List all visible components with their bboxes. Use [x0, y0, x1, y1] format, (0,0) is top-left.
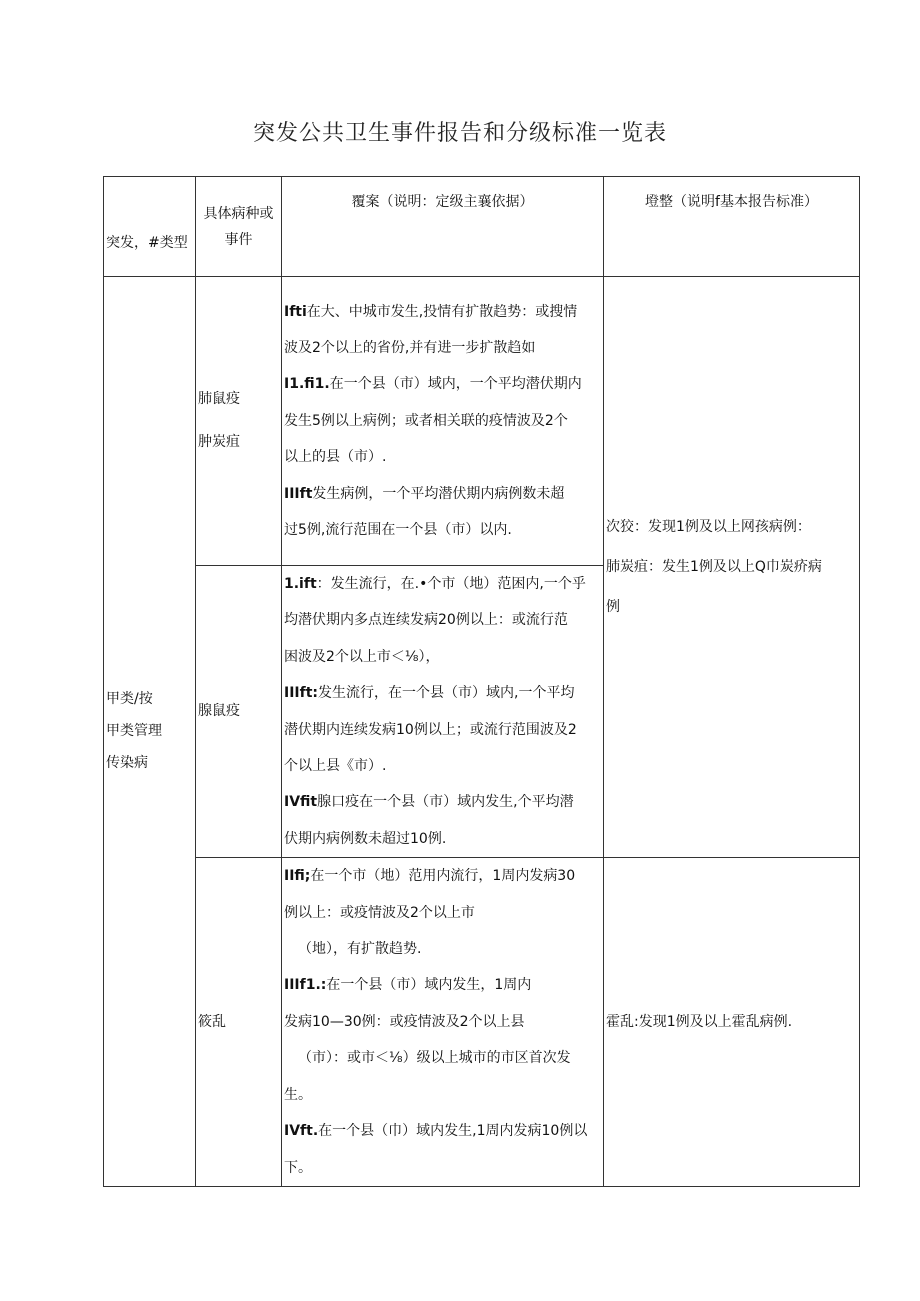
criteria-text: 在一个县（市）域内，一个平均潜伏期内 [329, 376, 582, 393]
criteria-cell [282, 566, 604, 858]
criteria-line [284, 931, 601, 967]
criteria-line [284, 602, 601, 638]
criteria-cell [282, 858, 604, 1187]
criteria-text: 过5例,流行范围在一个县（市）以内. [284, 522, 512, 539]
category-line1: 甲类/按 [106, 691, 153, 708]
criteria-text: 生。 [284, 1086, 312, 1103]
criteria-line [284, 403, 601, 439]
criteria-line [284, 821, 601, 857]
category-line3: 传染病 [106, 755, 148, 772]
criteria-line [284, 675, 601, 711]
table-header-row [104, 177, 860, 277]
criteria-text: ：发生流行，在.•个市（地）范困内,一个乎 [316, 576, 586, 592]
criteria-line [284, 858, 601, 894]
report-standard-cell [604, 858, 860, 1187]
criteria-text: （地），有扩散趋势. [298, 941, 422, 958]
criteria-text: 发生流行，在一个县（市）域内,一个平均 [318, 685, 575, 702]
criteria-text: 在一个市（地）范用内流行，1周内发病30 [310, 868, 576, 885]
disease-cell [196, 277, 282, 566]
document-title: 突发公共卫生事件报告和分级标准一览表 [252, 121, 667, 146]
criteria-line [284, 512, 601, 548]
grade-code: I1.fi1. [284, 376, 330, 393]
criteria-text: 个以上县《市）. [284, 758, 387, 775]
criteria-text: 波及2个以上的省份,并有进一步扩散趋如 [284, 339, 536, 356]
grade-code: IIIft [284, 485, 313, 502]
header-disease-line2: 事件 [224, 231, 253, 248]
disease-cell [196, 566, 282, 858]
disease-name: 筱乱 [198, 1013, 226, 1030]
criteria-text: 发生5例以上病例；或者相关联的疫情波及2个 [284, 412, 568, 429]
criteria-line [284, 439, 601, 475]
disease-name: 肺鼠疫 [198, 391, 240, 407]
report-standard-line: 霍乱:发现1例及以上霍乱病例. [606, 1014, 793, 1031]
criteria-line [284, 1040, 601, 1076]
criteria-line [284, 712, 601, 748]
criteria-line [284, 967, 601, 1003]
criteria-text: 在一个县（巾）域内发生,1周内发病10例以 [318, 1123, 588, 1140]
criteria-text: 伏期内病例数未超过10例. [284, 830, 447, 847]
category-cell [104, 277, 196, 1187]
criteria-line [284, 1077, 601, 1113]
grade-code: IIIft: [284, 685, 319, 702]
report-standard-line: 肺炭疽：发生1例及以上Q巾炭疥病 [606, 559, 822, 576]
criteria-text: 发病10—30例：或疫情波及2个以上县 [284, 1013, 525, 1030]
criteria-text: 潜伏期内连续发病10例以上；或流行范围波及2 [284, 721, 577, 738]
criteria-line [284, 476, 601, 512]
criteria-text: 在一个县（市）域内发生，1周内 [326, 977, 532, 994]
criteria-line [284, 294, 601, 330]
header-event-type: 突发，#类型 [104, 177, 196, 277]
criteria-line [284, 566, 601, 602]
criteria-line [284, 1113, 601, 1149]
report-standard-line: 次狡：发现1例及以上网孩病例： [606, 519, 811, 536]
criteria-line [284, 639, 601, 675]
criteria-line [284, 1004, 601, 1040]
table-row [104, 277, 860, 566]
criteria-line [284, 1150, 601, 1186]
criteria-line [284, 330, 601, 366]
report-standard-cell [604, 277, 860, 858]
disease-cell [196, 858, 282, 1187]
grade-code: Ifti [284, 303, 307, 320]
disease-name: 腺鼠疫 [198, 703, 240, 720]
criteria-line [284, 784, 601, 820]
criteria-text: 例以上：或疫情波及2个以上市 [284, 904, 475, 921]
report-standard-line: 例 [606, 599, 620, 616]
header-disease [196, 177, 282, 277]
criteria-line [284, 366, 601, 402]
criteria-text: 以上的县（市）. [284, 449, 387, 466]
header-disease-line1: 具体病种或 [203, 205, 274, 222]
grade-code: IIIf1.: [284, 977, 327, 994]
grade-code: IIfi; [284, 868, 311, 885]
grade-code: IVft. [284, 1123, 319, 1140]
criteria-text: 在大、中城市发生,投情有扩散趋势：或搜情 [306, 303, 578, 320]
criteria-line [284, 895, 601, 931]
criteria-text: 下。 [284, 1159, 312, 1176]
grading-standard-table [103, 176, 860, 1187]
header-grading-criteria: 覆案（说明：定级主襄依据） [282, 177, 604, 277]
criteria-text: 发生病例，一个平均潜伏期内病例数未超 [312, 485, 565, 502]
header-report-standard: 墱整（说明f基本报告标准） [604, 177, 860, 277]
criteria-text: 腺口疫在一个县（市）域内发生,个平均潜 [317, 794, 574, 811]
disease-name: 肿炭疽 [198, 434, 240, 450]
criteria-text: （市）：或市＜⅛）级以上城市的市区首次发 [298, 1050, 571, 1067]
criteria-text: 困波及2个以上市＜⅛）， [284, 648, 440, 665]
criteria-line [284, 748, 601, 784]
grade-code: 1.ift [284, 576, 317, 592]
table-row [104, 858, 860, 1187]
criteria-text: 均潜伏期内多点连续发病20例以上：或流行范 [284, 612, 568, 629]
grade-code: IVfit [284, 794, 318, 811]
category-line2: 甲类管理 [106, 723, 162, 740]
criteria-cell [282, 277, 604, 566]
